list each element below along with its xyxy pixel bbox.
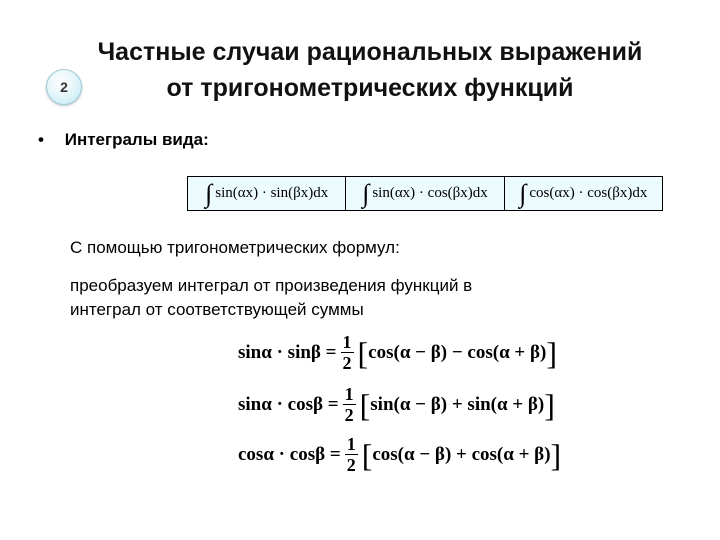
formula-lhs: cosα · cosβ = — [238, 443, 341, 465]
integral-types-table — [187, 176, 663, 211]
integral-sign-icon: ∫ — [205, 178, 213, 208]
bullet-icon: • — [38, 130, 44, 149]
formula-lhs: sinα · cosβ = — [238, 393, 339, 415]
fraction-denominator: 2 — [344, 405, 354, 425]
integral-expression: sin(αx) · sin(βx)dx — [215, 185, 329, 201]
title-line-2: от тригонометрических функций — [166, 74, 574, 102]
bullet-item — [38, 130, 209, 150]
integral-cell-3 — [505, 177, 662, 210]
fraction-denominator: 2 — [346, 455, 356, 475]
slide-number-badge: 2 — [46, 69, 82, 105]
close-bracket: ] — [550, 436, 562, 473]
transform-text-line-2: интеграл от соответствующей суммы — [70, 300, 364, 319]
fraction-denominator: 2 — [342, 353, 352, 373]
fraction-numerator: 1 — [342, 332, 352, 352]
formula-rhs: sin(α − β) + sin(α + β) — [370, 393, 545, 415]
slide-title — [40, 34, 700, 106]
integral-cell-1 — [188, 177, 346, 210]
transform-text — [70, 274, 472, 322]
open-bracket: [ — [361, 436, 373, 473]
fraction-one-half — [343, 384, 356, 425]
formula-rhs: cos(α − β) + cos(α + β) — [372, 443, 551, 465]
formula-cos-cos — [238, 434, 561, 475]
formula-sin-sin — [238, 332, 557, 373]
fraction-one-half — [345, 434, 358, 475]
transform-text-line-1: преобразуем интеграл от произведения функций в — [70, 276, 473, 295]
integral-cell-2 — [346, 177, 504, 210]
open-bracket: [ — [357, 334, 369, 371]
integral-expression: cos(αx) · cos(βx)dx — [529, 185, 648, 201]
integral-expression: sin(αx) · cos(βx)dx — [372, 185, 488, 201]
formula-lhs: sinα · sinβ = — [238, 341, 337, 363]
close-bracket: ] — [544, 386, 555, 423]
formula-rhs: cos(α − β) − cos(α + β) — [368, 341, 547, 363]
bullet-text: Интегралы вида: — [64, 130, 209, 149]
integral-sign-icon: ∫ — [519, 178, 527, 208]
fraction-one-half — [341, 332, 354, 373]
open-bracket: [ — [359, 386, 371, 423]
fraction-numerator: 1 — [346, 434, 356, 454]
close-bracket: ] — [546, 334, 557, 371]
formula-sin-cos — [238, 384, 555, 425]
integral-sign-icon: ∫ — [362, 178, 370, 208]
trig-formulas-text: С помощью тригонометрических формул: — [70, 238, 400, 257]
fraction-numerator: 1 — [344, 384, 354, 404]
title-line-1: Частные случаи рациональных выражений — [97, 38, 643, 66]
